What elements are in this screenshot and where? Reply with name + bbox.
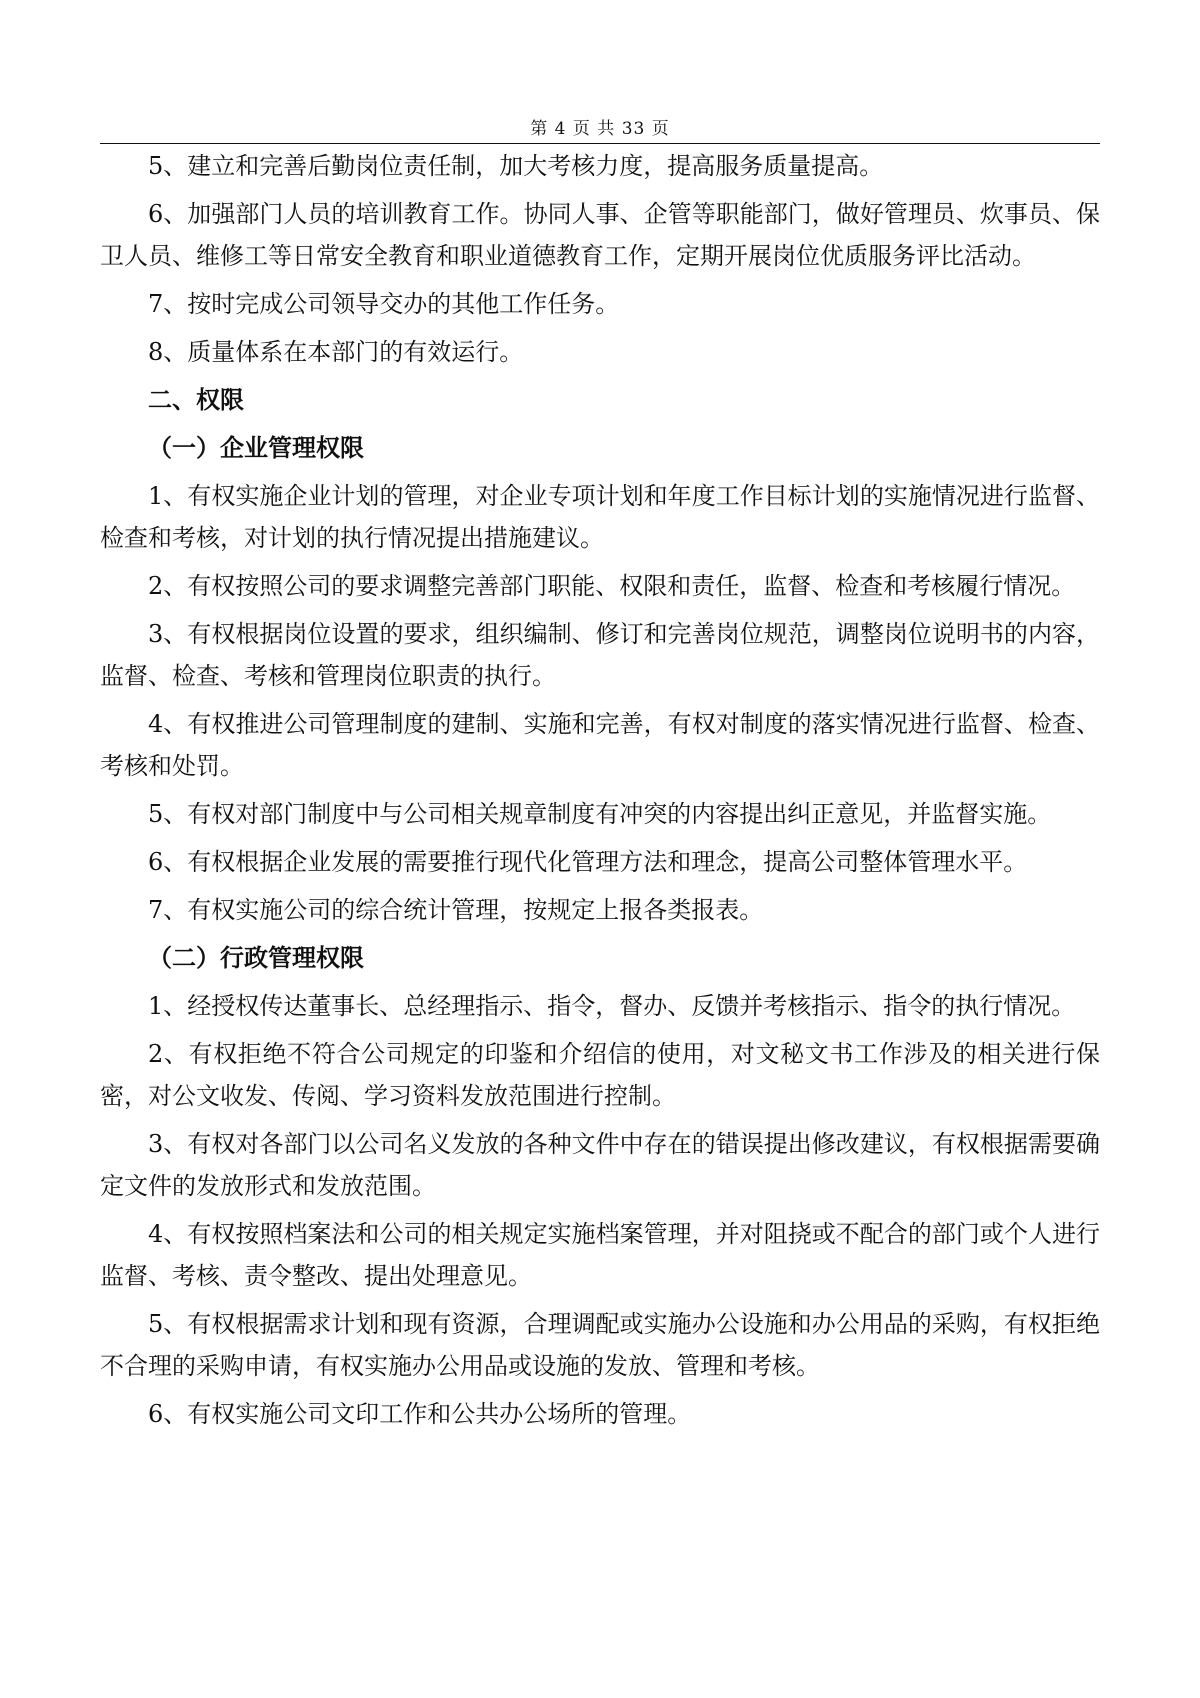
list-item: 1、有权实施企业计划的管理，对企业专项计划和年度工作目标计划的实施情况进行监督、检查和考核，对计划的执行情况提出措施建议。 (100, 482, 1100, 552)
list-item: 4、有权按照档案法和公司的相关规定实施档案管理，并对阻挠或不配合的部门或个人进行监督、考核、责令整改、提出处理意见。 (100, 1220, 1100, 1290)
header-divider (100, 143, 1100, 144)
list-item: 5、有权根据需求计划和现有资源，合理调配或实施办公设施和办公用品的采购，有权拒绝不合理的采购申请，有权实施办公用品或设施的发放、管理和考核。 (100, 1310, 1100, 1380)
list-item: 7、有权实施公司的综合统计管理，按规定上报各类报表。 (148, 896, 764, 924)
list-item: 5、有权对部门制度中与公司相关规章制度有冲突的内容提出纠正意见，并监督实施。 (148, 800, 1052, 828)
subsection-heading-administrative-management: （二）行政管理权限 (148, 943, 364, 972)
paragraph-duty-7: 7、按时完成公司领导交办的其他工作任务。 (148, 290, 620, 318)
list-item: 3、有权对各部门以公司名义发放的各种文件中存在的错误提出修改建议，有权根据需要确定文件的发放形式和发放范围。 (100, 1130, 1100, 1200)
paragraph-duty-5: 5、建立和完善后勤岗位责任制，加大考核力度，提高服务质量提高。 (148, 152, 884, 180)
list-item: 3、有权根据岗位设置的要求，组织编制、修订和完善岗位规范，调整岗位说明书的内容，监督、检查、考核和管理岗位职责的执行。 (100, 620, 1100, 690)
list-item: 6、有权实施公司文印工作和公共办公场所的管理。 (148, 1400, 692, 1428)
page-header: 第 4 页 共 33 页 (530, 119, 670, 139)
list-item: 6、有权根据企业发展的需要推行现代化管理方法和理念，提高公司整体管理水平。 (148, 848, 1028, 876)
subsection-heading-enterprise-management: （一）企业管理权限 (148, 433, 364, 462)
list-item: 1、经授权传达董事长、总经理指示、指令，督办、反馈并考核指示、指令的执行情况。 (148, 992, 1076, 1020)
document-body (100, 145, 1100, 1441)
paragraph-duty-6: 6、加强部门人员的培训教育工作。协同人事、企管等职能部门，做好管理员、炊事员、保卫人员、维修工等日常安全教育和职业道德教育工作，定期开展岗位优质服务评比活动。 (100, 200, 1100, 270)
list-item: 2、有权拒绝不符合公司规定的印鉴和介绍信的使用，对文秘文书工作涉及的相关进行保密，对公文收发、传阅、学习资料发放范围进行控制。 (100, 1040, 1100, 1110)
list-item: 2、有权按照公司的要求调整完善部门职能、权限和责任，监督、检查和考核履行情况。 (148, 572, 1076, 600)
paragraph-duty-8: 8、质量体系在本部门的有效运行。 (148, 338, 524, 366)
list-item: 4、有权推进公司管理制度的建制、实施和完善，有权对制度的落实情况进行监督、检查、考核和处罚。 (100, 710, 1100, 780)
section-heading-authority: 二、权限 (148, 385, 244, 414)
